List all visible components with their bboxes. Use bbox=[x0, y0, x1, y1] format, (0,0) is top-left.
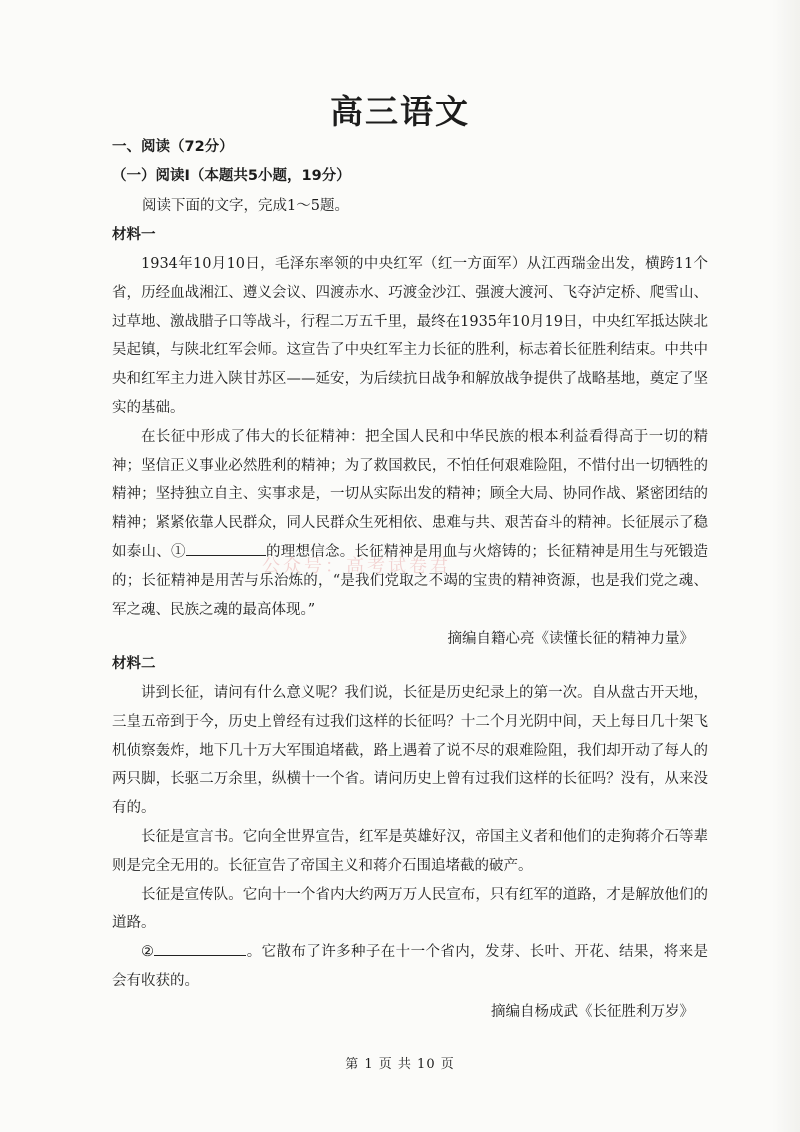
blank1-marker: ① bbox=[170, 543, 186, 560]
blank1-line bbox=[186, 541, 266, 556]
material1-label: 材料一 bbox=[112, 227, 156, 243]
material2-source: 摘编自杨成武《长征胜利万岁》 bbox=[491, 1004, 694, 1020]
material1-source: 摘编自籍心亮《读懂长征的精神力量》 bbox=[447, 631, 694, 647]
scan-edge bbox=[772, 0, 800, 1132]
watermark: 公众号：高考试卷君 bbox=[262, 556, 451, 577]
material2-paragraph3: 长征是宣传队。它向十一个省内大约两万万人民宣布，只有红军的道路，才是解放他们的道路。 bbox=[112, 886, 708, 932]
material2-paragraph4 bbox=[112, 938, 708, 996]
part-heading: （一）阅读Ⅰ（本题共5小题，19分） bbox=[112, 168, 351, 184]
material2-body bbox=[112, 679, 708, 996]
material2-label: 材料二 bbox=[112, 656, 156, 672]
material2-paragraph4-text: 。它散布了许多种子在十一个省内，发芽、长叶、开花、结果，将来是会有收获的。 bbox=[112, 944, 708, 989]
material1-paragraph2-a: 在长征中形成了伟大的长征精神：把全国人民和中华民族的根本利益看得高于一切的精神；坚信正义事业必然胜利的精神；为了救国救民，不怕任何艰难险阻，不惜付出一切牺牲的精神；坚持独立自主、实事求是，一切从实际出发的精神；顾全大局、协同作战、紧密团结的精神；紧紧依靠人民群众，同人民群众生死相依、患难与共、艰苦奋斗的精神。长征展示了稳如泰山、 bbox=[112, 428, 708, 560]
page-title: 高三语文 bbox=[330, 92, 470, 131]
blank2-line bbox=[154, 941, 246, 956]
material1-paragraph2-b: 的理想信念。长征精神是用血与火熔铸的；长征精神是用生与死锻造的；长征精神是用苦与乐治炼的，“是我们党取之不竭的宝贵的精神资源，也是我们党之魂、军之魂、民族之魂的最高体现。” bbox=[112, 543, 709, 618]
instruction-text: 阅读下面的文字，完成1～5题。 bbox=[142, 198, 349, 214]
page-footer: 第 1 页 共 10 页 bbox=[345, 1057, 455, 1072]
material1-paragraph2 bbox=[112, 423, 708, 625]
blank2-marker: ② bbox=[141, 944, 155, 961]
material2-paragraph1: 讲到长征，请问有什么意义呢？我们说，长征是历史纪录上的第一次。自从盘古开天地，三皇五帝到于今，历史上曾经有过我们这样的长征吗？十二个月光阴中间，天上每日几十架飞机侦察轰炸，地下几十万大军围追堵截，路上遇着了说不尽的艰难险阻，我们却开动了每人的两只脚，长驱二万余里，纵横十一个省。请问历史上曾有过我们这样的长征吗？没有，从来没有的。 bbox=[112, 685, 708, 817]
material2-paragraph2: 长征是宣言书。它向全世界宣告，红军是英雄好汉，帝国主义者和他们的走狗蒋介石等辈则是完全无用的。长征宣告了帝国主义和蒋介石围追堵截的破产。 bbox=[112, 828, 708, 874]
material1-paragraph1: 1934年10月10日，毛泽东率领的中央红军（红一方面军）从江西瑞金出发，横跨11个省，历经血战湘江、遵义会议、四渡赤水、巧渡金沙江、强渡大渡河、飞夺泸定桥、爬雪山、过草地、激战腊子口等战斗，行程二万五千里，最终在1935年10月19日，中央红军抵达陕北吴起镇，与陕北红军会师。这宣告了中央红军主力长征的胜利，标志着长征胜利结束。中共中央和红军主力进入陕甘苏区——延安，为后续抗日战争和解放战争提供了战略基地，奠定了坚实的基础。 bbox=[112, 256, 708, 416]
section-heading: 一、阅读（72分） bbox=[112, 139, 234, 155]
